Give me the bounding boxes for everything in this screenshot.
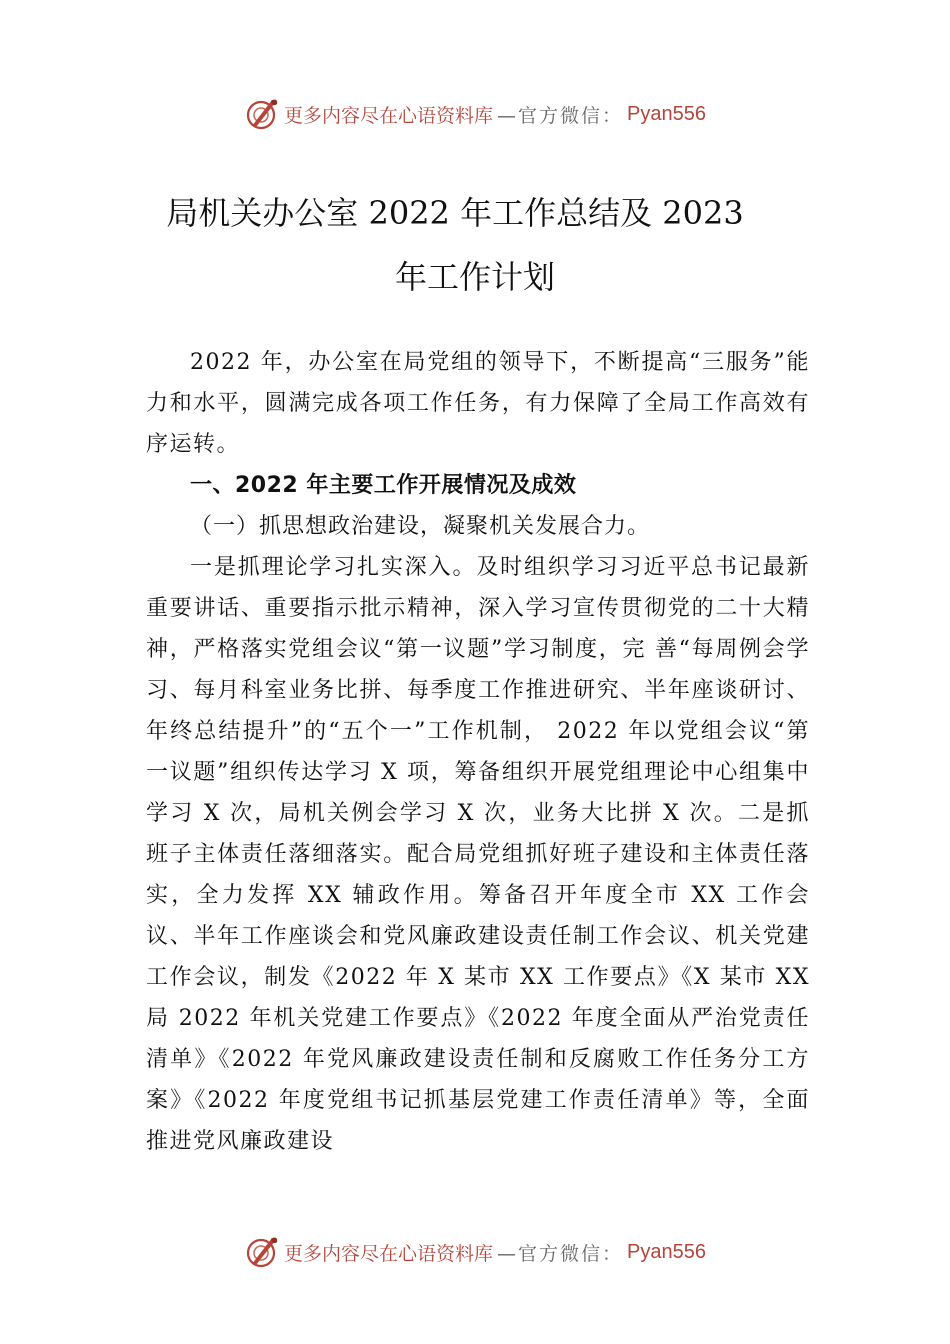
banner-promo-text: 更多内容尽在心语资料库	[284, 104, 494, 127]
intro-paragraph: 2022 年，办公室在局党组的领导下，不断提高“三服务”能力和水平，圆满完成各项工作任务，有力保障了全局工作高效有序运转。	[146, 350, 810, 457]
banner-wechat-label: —官方微信：	[497, 104, 624, 127]
banner-wechat-id: Pyan556	[627, 102, 706, 125]
quill-seal-icon	[244, 1234, 280, 1270]
subsection-heading: （一）抓思想政治建设，凝聚机关发展合力。	[190, 514, 651, 539]
document-body	[146, 342, 810, 1162]
header-banner	[0, 94, 950, 134]
banner-promo-text: 更多内容尽在心语资料库	[284, 1242, 494, 1265]
footer-banner	[0, 1232, 950, 1272]
body-paragraph: 一是抓理论学习扎实深入。及时组织学习习近平总书记最新重要讲话、重要指示批示精神，深入学习宣传贯彻党的二十大精神，严格落实党组会议“第一议题”学习制度，完 善“每周例会学习、每月科室业务比拼、每季度工作推进研究、半年座谈研讨、年终总结提升”的“五个一”工作机制， 2022 年以党组会议“第一议题”组织传达学习 X 项，筹备组织开展党组理论中心组集中学习 X 次，局机关例会学习 X 次，业务大比拼 X 次。二是抓班子主体责任落细落实。配合局党组抓好班子建设和主体责任落实，全力发挥 XX 辅政作用。筹备召开年度全市 XX 工作会议、半年工作座谈会和党风廉政建设责任制工作会议、机关党建工作会议，制发《2022 年 X 某市 XX 工作要点》《X 某市 XX 局 2022 年机关党建工作要点》《2022 年度全面从严治党责任清单》《2022 年党风廉政建设责任制和反腐败工作任务分工方案》《2022 年度党组书记抓基层党建工作责任清单》等，全面推进党风廉政建设	[146, 555, 810, 1154]
banner-wechat-label: —官方微信：	[497, 1242, 624, 1265]
document-title-line2: 年工作计划	[394, 258, 555, 296]
quill-seal-icon	[244, 96, 280, 132]
document-title-line1: 局机关办公室 2022 年工作总结及 2023	[166, 194, 744, 232]
section-heading: 一、2022 年主要工作开展情况及成效	[190, 473, 577, 498]
banner-wechat-id: Pyan556	[627, 1240, 706, 1263]
